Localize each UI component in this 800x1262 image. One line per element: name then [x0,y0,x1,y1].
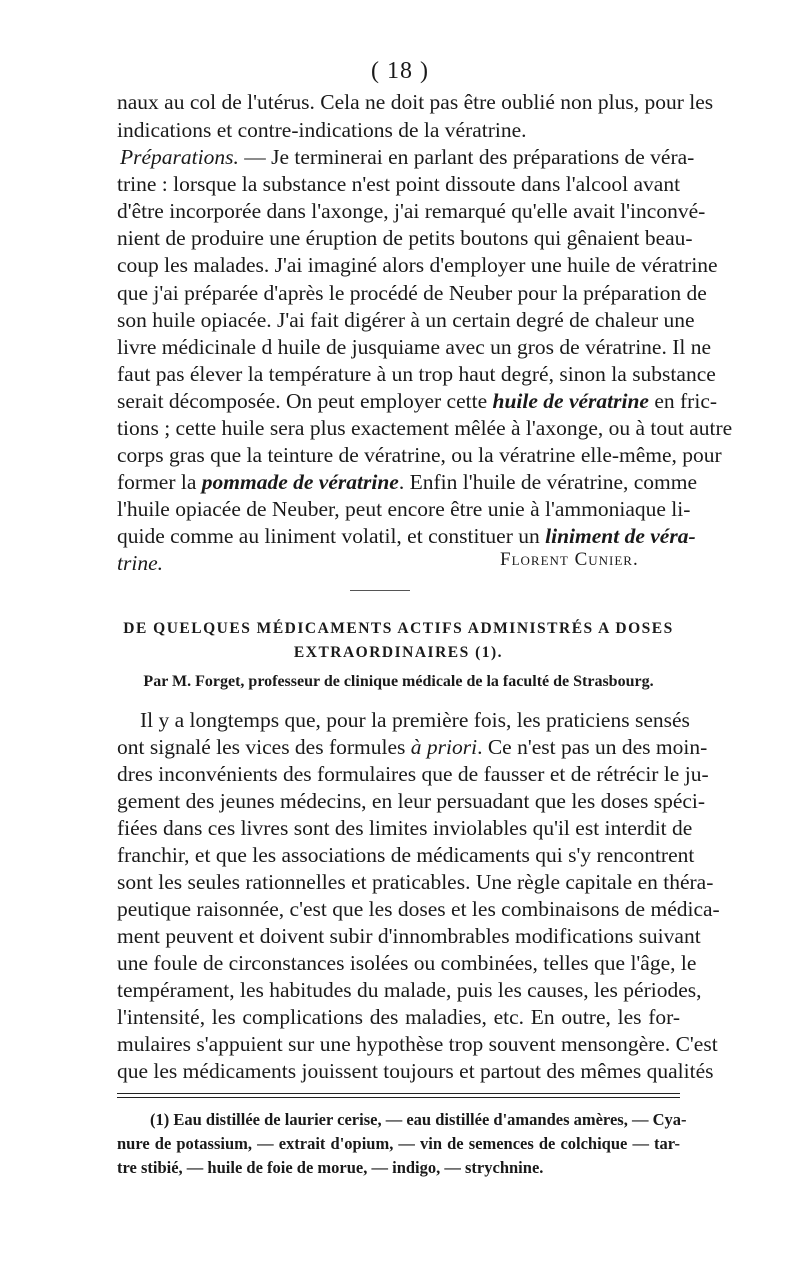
text-line: trine. [117,551,163,575]
text-line: ment peuvent et doivent subir d'innombrables modifications suivant [117,924,701,948]
section-title: DE QUELQUES MÉDICAMENTS ACTIFS ADMINISTRÉS A DOSES [123,620,674,637]
text-line: indications et contre-indications de la vératrine. [117,118,527,142]
text-line: nient de produire une éruption de petits boutons qui gênaient beau- [117,226,693,250]
text-line: quide comme au liniment volatil, et constituer un liniment de véra- [117,524,696,548]
footnote-line: (1) Eau distillée de laurier cerise, — eau distillée d'amandes amères, — Cya- [150,1110,687,1129]
preparations-label: Préparations. [120,145,239,169]
text-line: que j'ai préparée d'après le procédé de Neuber pour la préparation de [117,281,707,305]
text-line: d'être incorporée dans l'axonge, j'ai remarqué qu'elle avait l'inconvé- [117,199,706,223]
text-line: franchir, et que les associations de médicaments qui s'y rencontrent [117,843,695,867]
footnote-rule [117,1093,680,1094]
emphasis-a-priori: à priori [410,735,478,759]
page-number: ( 18 ) [371,58,429,84]
text-line: former la pommade de vératrine. Enfin l'huile de vératrine, comme [117,470,698,494]
text-line: corps gras que la teinture de vératrine, ou la vératrine elle-même, pour [117,443,722,467]
footnote-line: tre stibié, — huile de foie de morue, — indigo, — strychnine. [117,1158,544,1177]
text-line: ont signalé les vices des formules à priori. Ce n'est pas un des moin- [117,735,708,759]
emphasis-huile-de-veratrine: huile de vératrine [492,389,649,413]
text-line: sont les seules rationnelles et praticables. Une règle capitale en théra- [117,870,714,894]
text-line: coup les malades. J'ai imaginé alors d'employer une huile de vératrine [117,253,718,277]
separator [350,590,410,591]
text-line: gement des jeunes médecins, en leur persuadant que les doses spéci- [117,789,706,813]
footnote-line: nure de potassium, — extrait d'opium, — vin de semences de colchique — tar- [117,1134,680,1153]
text-line: trine : lorsque la substance n'est point dissoute dans l'alcool avant [117,172,681,196]
text-line: tempérament, les habitudes du malade, puis les causes, les périodes, [117,978,702,1002]
text-line: que les médicaments jouissent toujours et partout des mêmes qualités [117,1059,714,1083]
emphasis-liniment: liniment de véra- [545,524,696,548]
byline: Par M. Forget, professeur de clinique médicale de la faculté de Strasbourg. [143,673,654,690]
text-line: naux au col de l'utérus. Cela ne doit pas être oublié non plus, pour les [117,90,714,114]
text-line: livre médicinale d huile de jusquiame avec un gros de vératrine. Il ne [117,335,712,359]
text-line: Préparations. — Je terminerai en parlant des préparations de véra- [120,145,695,169]
text-line: l'intensité, les complications des maladies, etc. En outre, les for- [117,1005,680,1029]
text-line: l'huile opiacée de Neuber, peut encore être unie à l'ammoniaque li- [117,497,691,521]
author-signature: Florent Cunier. [500,549,639,570]
text-line: peutique raisonnée, c'est que les doses et les combinaisons de médica- [117,897,720,921]
text-line: faut pas élever la température à un trop haut degré, sinon la substance [117,362,716,386]
text-line: mulaires s'appuient sur une hypothèse trop souvent mensongère. C'est [117,1032,718,1056]
emphasis-pommade-de-veratrine: pommade de vératrine [201,470,399,494]
text-line: son huile opiacée. J'ai fait digérer à un certain degré de chaleur une [117,308,695,332]
section-title-continued: EXTRAORDINAIRES (1). [293,644,504,661]
text-line: Il y a longtemps que, pour la première fois, les praticiens sensés [140,708,690,732]
footnote-rule [117,1097,680,1098]
text-line: tions ; cette huile sera plus exactement mêlée à l'axonge, ou à tout autre [117,416,733,440]
text-line: dres inconvénients des formulaires que de fausser et de rétrécir le ju- [117,762,709,786]
text-line: fiées dans ces livres sont des limites inviolables qu'il est interdit de [117,816,693,840]
text-line: une foule de circonstances isolées ou combinées, telles que l'âge, le [117,951,697,975]
text-line: serait décomposée. On peut employer cette huile de vératrine en fric- [117,389,718,413]
